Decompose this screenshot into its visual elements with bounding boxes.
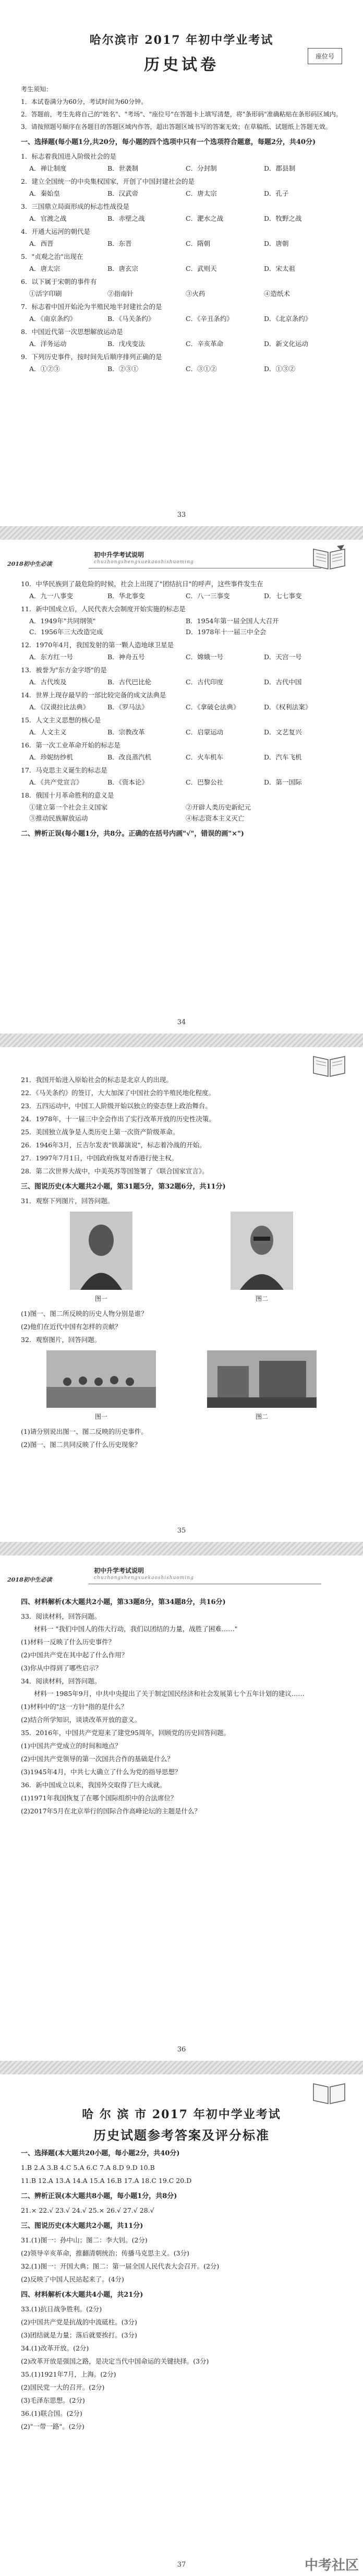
sub-question: (3)你从中得到了哪些启示？ <box>21 1664 102 1672</box>
ribbon-subtitle: chuzhongshengxuekaoshishuoming <box>94 1575 194 1581</box>
page-number: 34 <box>177 1018 186 1026</box>
option: C．嫦娥一号 <box>186 653 224 661</box>
options <box>21 676 342 687</box>
options <box>21 163 342 174</box>
option: C．巴黎公社 <box>186 778 224 786</box>
answer-item: 34.(1)改革开放。(2分) <box>21 2344 89 2352</box>
statement: 26．1946年3月，丘吉尔发表"铁幕演说"，标志着冷战的开始。 <box>21 1141 206 1149</box>
sub-question: (1)中国共产党成立的时间和地点？ <box>21 1742 122 1750</box>
figure <box>70 1212 132 1303</box>
question: 14．世界上现存最早的一部比较完备的成文法典是 <box>21 691 166 699</box>
figure <box>46 1350 156 1421</box>
option: B．世袭制 <box>107 164 139 172</box>
section-heading: 一、选择题(每小题1分,共20分，每小题的四个选项中只有一个选项符合题意，每题2分，共40分) <box>21 138 316 146</box>
option: D．《北京条约》 <box>264 315 312 323</box>
answer-item: 32.(1)图一：开国大典；图二：第一届全国人民代表大会召开。(2分) <box>21 2262 220 2270</box>
option: A．秦始皇 <box>29 189 60 197</box>
question: 16．第一次工业革命开始的标志是 <box>21 741 120 749</box>
option: C．分封制 <box>186 164 217 172</box>
option: D．七七事变 <box>264 592 302 600</box>
option: B．汉武帝 <box>107 189 139 197</box>
question: 5．"贞观之治"出现在 <box>21 253 83 260</box>
site-watermark: 中考社区 <box>304 2558 359 2573</box>
sub-question: (1)1971年我国恢复了在哪个国际组织中的合法席位？ <box>21 1794 177 1802</box>
option: C．淝水之战 <box>186 215 224 222</box>
option: D．①③② <box>264 365 296 373</box>
section-heading: 四、材料解析(本大题共4小题，共21分) <box>21 2291 143 2299</box>
figure <box>231 1212 293 1303</box>
option: B．东晋 <box>107 240 132 247</box>
option: C．八一三事变 <box>186 592 230 600</box>
option: D．1978年十一届三中全会 <box>186 628 267 636</box>
option: B．《罗马法》 <box>107 703 148 711</box>
page-separator <box>0 2061 363 2074</box>
ribbon-title: 初中升学考试说明 <box>94 551 144 559</box>
seat-number-box: 座位号 <box>308 48 342 64</box>
page-separator <box>0 526 363 540</box>
ribbon-title: 初中升学考试说明 <box>94 1567 144 1574</box>
option: ④造纸术 <box>264 290 291 298</box>
option: A．1949年"共同纲领" <box>29 617 96 625</box>
statement: 27．1997年7月1日，中国政府恢复对香港行使主权。 <box>21 1154 178 1162</box>
sub-question: (2)图一、图二共同反映了什么历史现象？ <box>21 1441 141 1449</box>
page-header <box>21 1051 342 1072</box>
options <box>21 363 342 374</box>
photo-row <box>21 1350 342 1421</box>
options <box>21 702 342 713</box>
brand-logo: 2018初中生必读 <box>7 1576 52 1583</box>
options <box>21 288 342 299</box>
option: A．古代埃及 <box>29 678 67 686</box>
exam-page-2 <box>0 540 363 1034</box>
answer-subtitle: 历史试题参考答案及评分标准 <box>93 2128 270 2143</box>
options <box>21 313 342 324</box>
option: A．《共产党宣言》 <box>29 778 83 786</box>
option: B．②③① <box>107 365 139 373</box>
section-heading: 三、图说历史(本大题共2小题，共11分) <box>21 2222 143 2230</box>
answer-item: (3)毛泽东思想。(2分) <box>21 2396 85 2404</box>
sub-question: (1)材料一反映了什么历史事件？ <box>21 1638 115 1646</box>
question: 7．标志着中国开始沦为半殖民地半封建社会的是 <box>21 303 162 311</box>
question: 3．三国鼎立局面形成的标志性战役是 <box>21 203 129 210</box>
options <box>21 802 342 824</box>
answer-item: (2)国民党一大的召开。(2分) <box>21 2383 105 2391</box>
sub-question: (1)材料中的"这一方针"指的是什么？ <box>21 1703 128 1711</box>
page-header <box>7 1560 342 1592</box>
figure-caption: 图二 <box>255 1295 268 1302</box>
option: C．唐太宗 <box>186 189 217 197</box>
open-book-icon <box>311 1051 347 1078</box>
crowd-photo <box>46 1350 156 1408</box>
option: B．改良蒸汽机 <box>107 753 152 761</box>
answer-line: 1.B 2.A 3.B 4.C 5.A 6.C 7.A 8.D 9.D 10.B <box>21 2164 155 2171</box>
figure <box>207 1350 317 1421</box>
answer-line: 11.B 12.A 13.A 14.A 15.A 16.B 17.A 18.C 19.C 20.D <box>21 2177 192 2185</box>
question: 35．2016年，中国共产党迎来了建党95周年，回顾党的历史回答问题。 <box>21 1729 231 1737</box>
options <box>21 238 342 249</box>
statement: 25．美国独立战争是人类历史上第一次资产阶级革命。 <box>21 1128 179 1136</box>
exam-title: 哈尔滨市 2017 年初中学业考试 <box>89 33 274 47</box>
answer-item: (2)反映了中国人民站起来了。(4分) <box>21 2275 124 2283</box>
page-number: 35 <box>177 1527 186 1535</box>
statement: 22．《马关条约》的签订，大大加深了中国社会的半殖民地化程度。 <box>21 1089 215 1097</box>
notice-item: 1．本试卷满分为60分，考试时间为60分钟。 <box>21 98 148 105</box>
option: B．《资本论》 <box>107 778 148 786</box>
option: D．唐朝 <box>264 240 289 247</box>
option: D．孔子 <box>264 189 289 197</box>
question: 6．以下属于宋朝的事件有 <box>21 278 97 286</box>
option: A．禅让制度 <box>29 164 67 172</box>
sub-question: (1)请分别说出图一、图二反映的历史事件。 <box>21 1428 148 1435</box>
option: C．《拿破仑法典》 <box>186 703 240 711</box>
option: D．古代中国 <box>264 678 302 686</box>
material-text: 材料一 1985年9月，中共中央提出了关于制定国民经济和社会发展第七个五年计划的建议…… <box>34 1690 305 1697</box>
question: 4．开通大运河的朝代是 <box>21 228 90 235</box>
option: B．赤壁之战 <box>107 215 145 222</box>
option: A．人文主义 <box>29 728 67 736</box>
option: C．《辛丑条约》 <box>186 315 233 323</box>
brand-logo: 2018初中生必读 <box>7 561 52 567</box>
options <box>21 590 342 601</box>
statement: 24．1978年，十一届三中全会作出了实行改革开放的历史性决策。 <box>21 1115 215 1123</box>
ribbon-subtitle: chuzhongshengxuekaoshishuoming <box>94 560 194 565</box>
question: 10．中华民族到了最危险的时候，社会上出现了"团结抗日"的呼声，这些事件发生在 <box>21 580 263 588</box>
option: B．宗教改革 <box>107 728 145 736</box>
option: A．九一八事变 <box>29 592 74 600</box>
option: D．郡县制 <box>264 164 296 172</box>
statement: 28．第二次世界大战中，中美英苏等国签署了《联合国家宣言》。 <box>21 1167 209 1175</box>
open-book-icon <box>311 2079 347 2106</box>
exam-page-1 <box>0 0 363 526</box>
option: B．古代巴比伦 <box>107 678 152 686</box>
statement: 21．我国开始进入原始社会的标志是北京人的出现。 <box>21 1076 173 1084</box>
question: 33．阅读材料，回答问题。 <box>21 1612 101 1620</box>
answer-item: (2)领导辛亥革命，推翻清朝统治；传播马克思主义。(3分) <box>21 2249 189 2257</box>
page-number: 36 <box>177 2046 186 2053</box>
option: ①建立第一个社会主义国家 <box>29 803 108 811</box>
question: 32．观察图片，回答问题。 <box>21 1336 101 1344</box>
page-header <box>21 2079 342 2094</box>
option: A．西晋 <box>29 240 54 247</box>
answer-item: 36.(1)联合国。(2分) <box>21 2409 82 2417</box>
option: A．①②③ <box>29 365 60 373</box>
option: ②开辟人类历史新纪元 <box>186 803 251 811</box>
notice-item: 2．答题前，考生先将自己的"姓名"、"考场"、"座位号"在答题卡上填写清楚，将"条形码"准确粘贴在条形码区域内。 <box>21 111 342 118</box>
option: C．启蒙运动 <box>186 728 224 736</box>
question: 11．新中国成立后，人民代表大会制度开始实施的标志是 <box>21 605 186 613</box>
option: C．火车机车 <box>186 753 224 761</box>
option: C．古代印度 <box>186 678 224 686</box>
option: ④标志资本主义灭亡 <box>186 814 245 822</box>
exam-page-3 <box>0 1047 363 1542</box>
options <box>21 651 342 662</box>
option: A．官渡之战 <box>29 215 67 222</box>
section-heading: 一、选择题(本大题共20小题，每小题2分，共40分) <box>21 2150 180 2157</box>
page-content <box>7 540 342 1034</box>
sub-question: (2)中国共产党在其中起了什么作用？ <box>21 1651 128 1659</box>
options <box>21 213 342 224</box>
option: A．《南京条约》 <box>29 315 77 323</box>
sub-question: (2)中国共产党领导的第一次国共合作的基础是什么？ <box>21 1755 174 1763</box>
scene-photo <box>207 1350 317 1408</box>
answer-item: (3)团结就是力量；落后就要挨打。(3分) <box>21 2331 137 2339</box>
option: ②指南针 <box>107 290 134 298</box>
figure-caption: 图一 <box>94 1295 107 1302</box>
exam-page-5 <box>0 2074 363 2576</box>
sub-question: (2)结合所学知识，谈谈改革开放的意义。 <box>21 1716 141 1724</box>
statement: 23．五四运动中，中国工人阶级开始以独立的姿态登上政治舞台。 <box>21 1102 212 1110</box>
page-number: 33 <box>177 511 186 519</box>
page-content <box>21 2074 342 2576</box>
options <box>21 777 342 788</box>
answer-title: 哈 尔 滨 市 2017 年初中学业考试 <box>82 2108 281 2121</box>
option: B．1954年第一届全国人大召开 <box>186 617 279 625</box>
page-separator <box>0 1542 363 1556</box>
option: C．1956年三大改造完成 <box>29 628 103 636</box>
exam-page-4 <box>0 1556 363 2061</box>
sub-question: (2)他们在近代中国有怎样的贡献？ <box>21 1323 122 1331</box>
option: C．隋朝 <box>186 240 211 247</box>
option: ③火药 <box>186 290 205 298</box>
answer-item: (2)中国共产党是抗战的中流砥柱。(3分) <box>21 2318 137 2326</box>
options <box>21 615 342 637</box>
question: 8．中国近代第一次思想解放运动是 <box>21 328 123 336</box>
options <box>21 727 342 738</box>
sub-question: (3)1945年4月，中共七大确立了什么为党的指导思想？ <box>21 1768 182 1776</box>
answer-item: (2)"一带一路"。(2分) <box>21 2423 84 2430</box>
option: D．牧野之战 <box>264 215 302 222</box>
option: A．东方红一号 <box>29 653 74 661</box>
option: ③推动民族解放运动 <box>29 814 88 822</box>
question: 9．下列历史事件，按时间先后顺序排列正确的是 <box>21 353 162 361</box>
option: D．汽车飞机 <box>264 753 302 761</box>
answer-item: 35.(1)1921年7月，上海。(2分) <box>21 2370 116 2378</box>
option: A．唐太宗 <box>29 265 60 272</box>
option: B．唐玄宗 <box>107 265 139 272</box>
question: 36．新中国成立以来，我国外交取得了巨大成就。 <box>21 1781 166 1789</box>
option: A．《汉谟拉比法典》 <box>29 703 90 711</box>
photo-row <box>21 1212 342 1303</box>
page-content <box>21 1047 342 1542</box>
question: 2．建立全国统一的中央集权国家，开创了中国封建社会的是 <box>21 177 195 185</box>
question: 15．人文主义思想的核心是 <box>21 716 101 724</box>
question: 12．1970年4月，我国发射的第一颗人造地球卫星是 <box>21 641 174 649</box>
options <box>21 263 342 274</box>
section-heading: 四、材料解析(本大题共2小题，第33题8分，第34题8分，共16分) <box>21 1598 226 1606</box>
section-heading: 三、图说历史(本大题共2小题，第31题5分，第32题6分，共11分) <box>21 1183 226 1191</box>
portrait-photo <box>70 1212 132 1290</box>
options <box>21 188 342 199</box>
sub-question: (1)图一、图二所反映的历史人物分别是谁？ <box>21 1310 148 1317</box>
answer-item: 33.(1)抗日战争胜利。(2分) <box>21 2305 102 2313</box>
answer-item: (2)改革开放是强国之路，是决定当代中国命运的关键抉择。(3分) <box>21 2357 209 2365</box>
question: 13．被誉为"东方金字塔"的是 <box>21 666 107 674</box>
options <box>21 752 342 763</box>
option: B．华北事变 <box>107 592 145 600</box>
answer-line: 21.× 22.√ 23.√ 24.√ 25.× 26.√ 27.√ 28.√ <box>21 2206 154 2214</box>
portrait-photo <box>231 1212 293 1290</box>
option: B．《马关条约》 <box>107 315 155 323</box>
page-header <box>7 544 342 576</box>
option: D．文艺复兴 <box>264 728 302 736</box>
option: A．珍妮纺纱机 <box>29 753 74 761</box>
question: 34．阅读材料，回答问题。 <box>21 1677 101 1685</box>
section-heading: 二、辨析正误(每小题1分，共8分。正确的在括号内画"√"，错误的画"×") <box>21 830 244 838</box>
option: B．神舟五号 <box>107 653 145 661</box>
option: C．③①② <box>186 365 217 373</box>
option: D．宋太祖 <box>264 265 296 272</box>
option: B．戊戌变法 <box>107 340 145 348</box>
section-heading: 二、辨析正误(本大题共8小题，每小题1分，共8分) <box>21 2192 177 2200</box>
open-book-icon <box>311 544 347 571</box>
option: ①活字印刷 <box>29 290 62 298</box>
page-content <box>7 1556 342 2061</box>
material-text: 材料一 "我们中国人的伟大行动，我们以团结的力量，战胜了困难……" <box>34 1625 238 1633</box>
notice-block <box>21 84 342 132</box>
options <box>21 338 342 349</box>
page-content <box>21 0 342 526</box>
question: 18．俄国十月革命胜利的意义是 <box>21 791 114 799</box>
page-number: 37 <box>177 2561 186 2569</box>
sub-question: (2)2017年5月在北京举行的国际合作高峰论坛的主题是什么？ <box>21 1807 201 1815</box>
option: D．《权利法案》 <box>264 703 312 711</box>
option: D．新文化运动 <box>264 340 309 348</box>
option: D．第一国际 <box>264 778 302 786</box>
page-separator <box>0 1034 363 1047</box>
option: A．洋务运动 <box>29 340 67 348</box>
figure-caption: 图一 <box>94 1413 107 1420</box>
notice-item: 3．请按照题号顺序在各题目的答题区域内作答，超出答题区域书写的答案无效；在草稿纸、试题纸上答题无效。 <box>21 123 332 130</box>
notice-heading: 考生须知： <box>21 86 53 93</box>
question: 1．标志着我国进入阶级社会的是 <box>21 152 116 160</box>
question: 31．观察下列图片，回答问题。 <box>21 1197 114 1205</box>
option: C．武则天 <box>186 265 217 272</box>
figure-caption: 图二 <box>255 1413 268 1420</box>
question: 17．马克思主义诞生的标志是 <box>21 766 107 774</box>
answer-item: 31.(1)图一：孙中山；图二：李大钊。(2分) <box>21 2236 148 2244</box>
option: C．辛亥革命 <box>186 340 224 348</box>
option: D．天宫一号 <box>264 653 302 661</box>
subject-title: 历史试卷 <box>144 56 219 74</box>
